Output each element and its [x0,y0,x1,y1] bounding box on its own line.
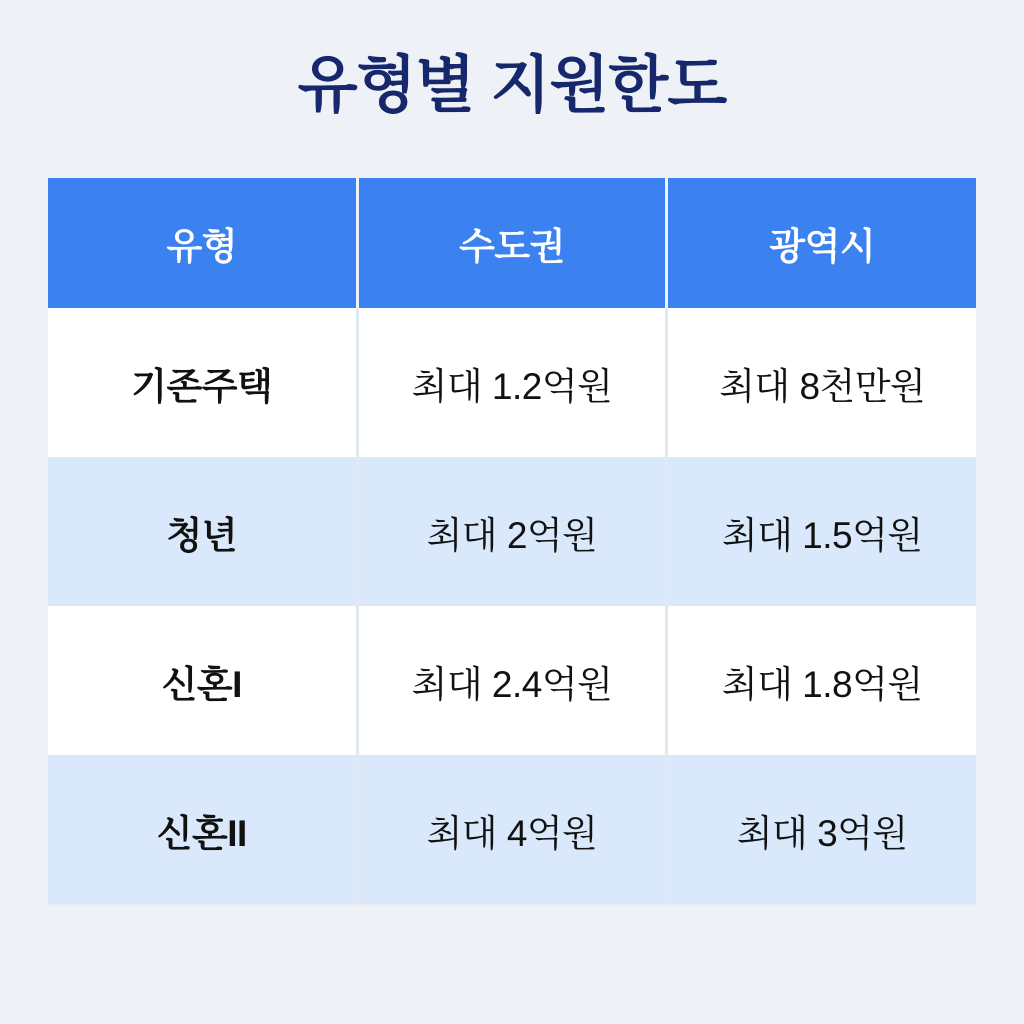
table-body [48,308,976,904]
cell-metropolitan-city: 최대 1.5억원 [667,457,976,606]
table-header-row [48,178,976,308]
support-limit-table-wrapper [48,178,976,904]
cell-metropolitan-city: 최대 3억원 [667,755,976,904]
cell-type: 청년 [48,457,357,606]
cell-capital-area: 최대 2.4억원 [357,606,667,755]
table-header [48,178,976,308]
column-header-capital-area: 수도권 [357,178,667,308]
cell-metropolitan-city: 최대 8천만원 [667,308,976,457]
column-header-type: 유형 [48,178,357,308]
page-title: 유형별 지원한도 [297,51,727,120]
cell-capital-area: 최대 1.2억원 [357,308,667,457]
table-row [48,606,976,755]
cell-type: 신혼II [48,755,357,904]
column-header-metropolitan-city: 광역시 [667,178,976,308]
cell-type: 신혼I [48,606,357,755]
support-limit-table [48,178,976,904]
cell-capital-area: 최대 2억원 [357,457,667,606]
table-row [48,308,976,457]
cell-capital-area: 최대 4억원 [357,755,667,904]
cell-type: 기존주택 [48,308,357,457]
table-row [48,755,976,904]
table-row [48,457,976,606]
cell-metropolitan-city: 최대 1.8억원 [667,606,976,755]
